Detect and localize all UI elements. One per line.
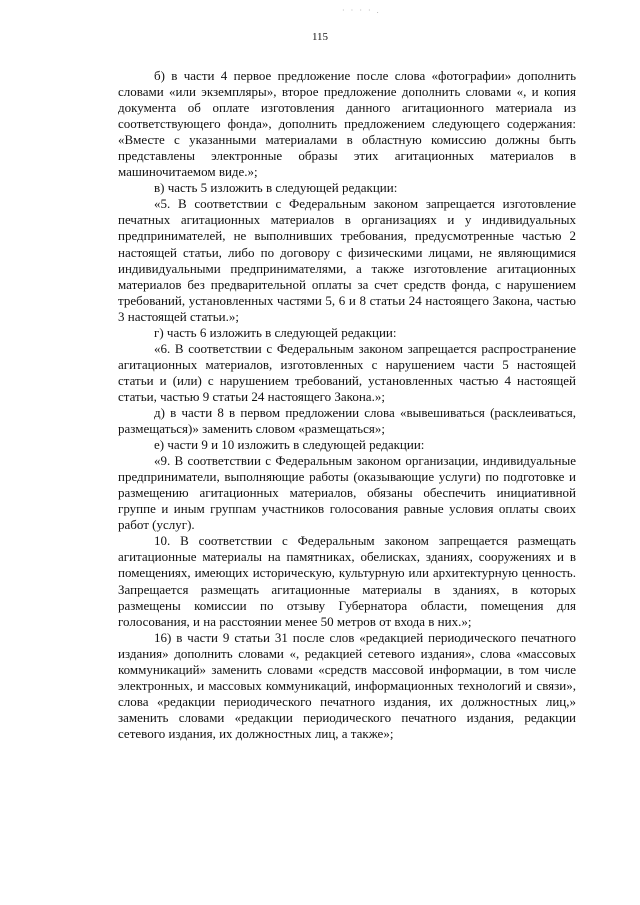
paragraph-part-10: 10. В соответствии с Федеральным законом запрещается размещать агитационные материалы на памятниках, обелисках, зданиях, сооружениях и в помещениях, имеющих историческую, культурную или архитектурную ценность. Запрещается размещать агитационные материалы в зданиях, в которых размещены комиссии по отзыву Губернатора области, помещения для голосования, и на расстоянии менее 50 метров от входа в них.»;: [118, 533, 576, 629]
paragraph-item-16: 16) в части 9 статьи 31 после слов «редакцией периодического печатного издания» дополнить словами «, редакцией сетевого издания», слова «массовых коммуникаций» заменить словами «средств массовой информации, в том числе электронных, и массовых коммуникаций, информационных технологий и связи», слова «редакции периодического печатного издания, их должностных лиц,» заменить словами «редакции периодического печатного издания, редакции сетевого издания, их должностных лиц, а также»;: [118, 629, 576, 741]
paragraph-e: е) части 9 и 10 изложить в следующей редакции:: [154, 437, 425, 453]
paragraph-d: д) в части 8 в первом предложении слова «вывешиваться (расклеиваться, размещаться)» заменить словом «размещаться»;: [118, 404, 576, 437]
paragraph-part-9: «9. В соответствии с Федеральным законом организации, индивидуальные предприниматели, выполняющие работы (оказывающие услуги) по подготовке и размещению агитационных материалов, обязаны обеспечить инициативной группе и иным группам участников голосования равные условия оплаты своих работ (услуг).: [118, 453, 576, 533]
paragraph-g: г) часть 6 изложить в следующей редакции:: [154, 324, 397, 340]
page-number: 115: [311, 31, 329, 43]
document-body: [118, 68, 576, 742]
paragraph-b: б) в части 4 первое предложение после слова «фотографии» дополнить словами «или экземпляры», второе предложение дополнить словами «, и копия документа об оплате изготовления данного агитационного материала из соответствующего фонда», дополнить предложением следующего содержания: «Вместе с указанными материалами в областную комиссию должны быть представлены электронные образы этих агитационных материалов в машиночитаемом виде.»;: [118, 68, 576, 180]
scan-specks: · · · · .: [342, 6, 381, 15]
paragraph-v: в) часть 5 изложить в следующей редакции:: [154, 180, 398, 196]
paragraph-part-6: «6. В соответствии с Федеральным законом запрещается распространение агитационных материалов, изготовленных с нарушением части 5 настоящей статьи и (или) с нарушением требований, установленных частью 4 настоящей статьи, частью 9 статьи 24 настоящего Закона.»;: [118, 340, 576, 404]
paragraph-part-5: «5. В соответствии с Федеральным законом запрещается изготовление печатных агитационных материалов в организациях и у индивидуальных предпринимателей, не выполнивших требования, предусмотренные частью 2 настоящей статьи, либо по договору с физическими лицами, не являющимися индивидуальными предпринимателями, а также изготовление агитационных материалов без предварительной оплаты за счет средств фонда, с нарушением требований, установленных частями 5, 6 и 8 статьи 24 настоящего Закона, частью 3 настоящей статьи.»;: [118, 196, 576, 324]
